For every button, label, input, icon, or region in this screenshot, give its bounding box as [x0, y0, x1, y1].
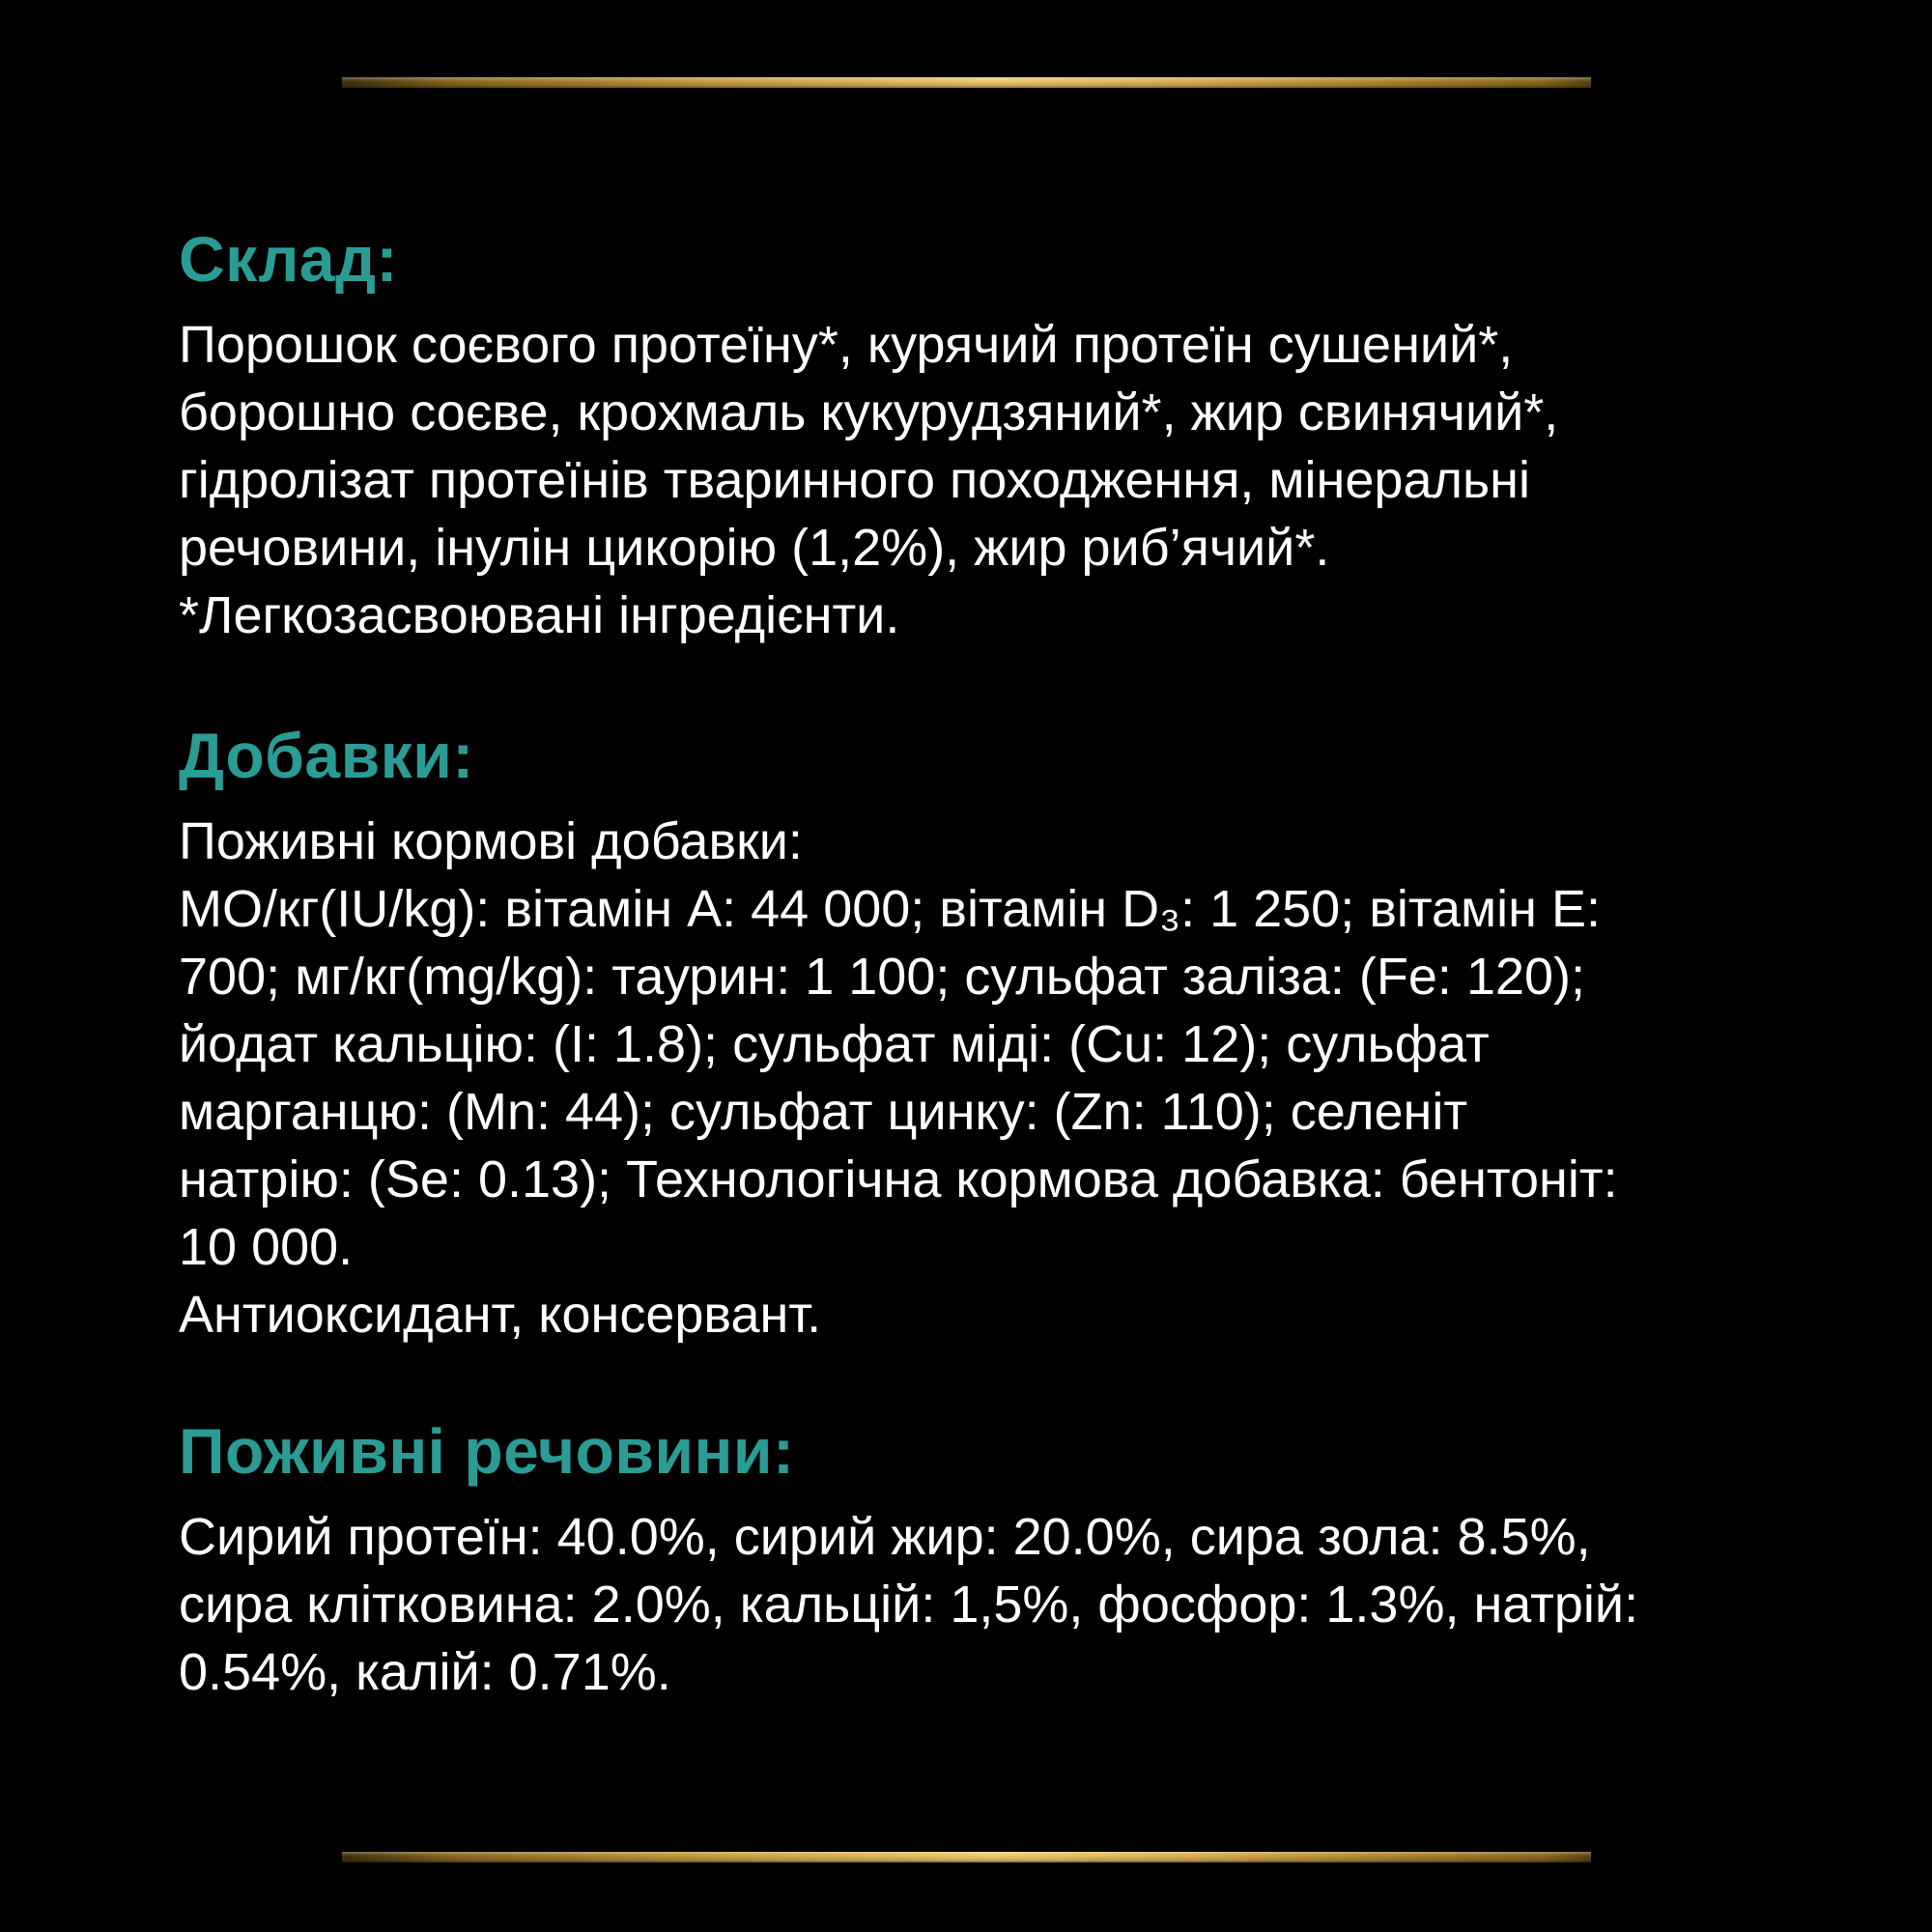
composition-heading: Склад:	[179, 223, 399, 295]
section-nutrients	[179, 1412, 1845, 1706]
additives-line: натрію: (Se: 0.13); Технологічна кормова добавка: бентоніт:	[179, 1151, 1618, 1208]
additives-line: Поживні кормові добавки:	[179, 812, 803, 870]
nutrients-line: Сирий протеїн: 40.0%, сирий жир: 20.0%, сира зола: 8.5%,	[179, 1508, 1591, 1566]
nutrients-heading: Поживні речовини:	[179, 1415, 795, 1487]
additives-line: 700; мг/кг(mg/kg): таурин: 1 100; сульфат заліза: (Fe: 120);	[179, 948, 1586, 1006]
nutrients-line: 0.54%, калій: 0.71%.	[179, 1643, 671, 1701]
composition-line: речовини, інулін цикорію (1,2%), жир риб’ячий*.	[179, 519, 1330, 577]
composition-line: гідролізат протеїнів тваринного походження, мінеральні	[179, 451, 1530, 509]
section-additives	[179, 717, 1845, 1349]
additives-line: МО/кг(IU/kg): вітамін A: 44 000; вітамін D₃: 1 250; вітамін E:	[179, 880, 1602, 938]
additives-line: марганцю: (Mn: 44); сульфат цинку: (Zn: 110); селеніт	[179, 1083, 1468, 1141]
bottom-divider-bar	[342, 1852, 1591, 1862]
additives-line: 10 000.	[179, 1218, 354, 1276]
additives-line: йодат кальцію: (I: 1.8); сульфат міді: (Cu: 12); сульфат	[179, 1015, 1490, 1073]
top-divider-bar	[342, 77, 1591, 88]
composition-footnote: *Легкозасвоювані інгредієнти.	[179, 586, 900, 644]
section-composition	[179, 220, 1845, 649]
composition-line: Порошок соєвого протеїну*, курячий протеїн сушений*,	[179, 316, 1514, 374]
additives-heading: Добавки:	[179, 720, 474, 791]
additives-line: Антиоксидант, консервант.	[179, 1286, 822, 1344]
nutrients-line: сира клітковина: 2.0%, кальцій: 1,5%, фосфор: 1.3%, натрій:	[179, 1576, 1639, 1634]
composition-line: борошно соєве, крохмаль кукурудзяний*, жир свинячий*,	[179, 384, 1559, 441]
